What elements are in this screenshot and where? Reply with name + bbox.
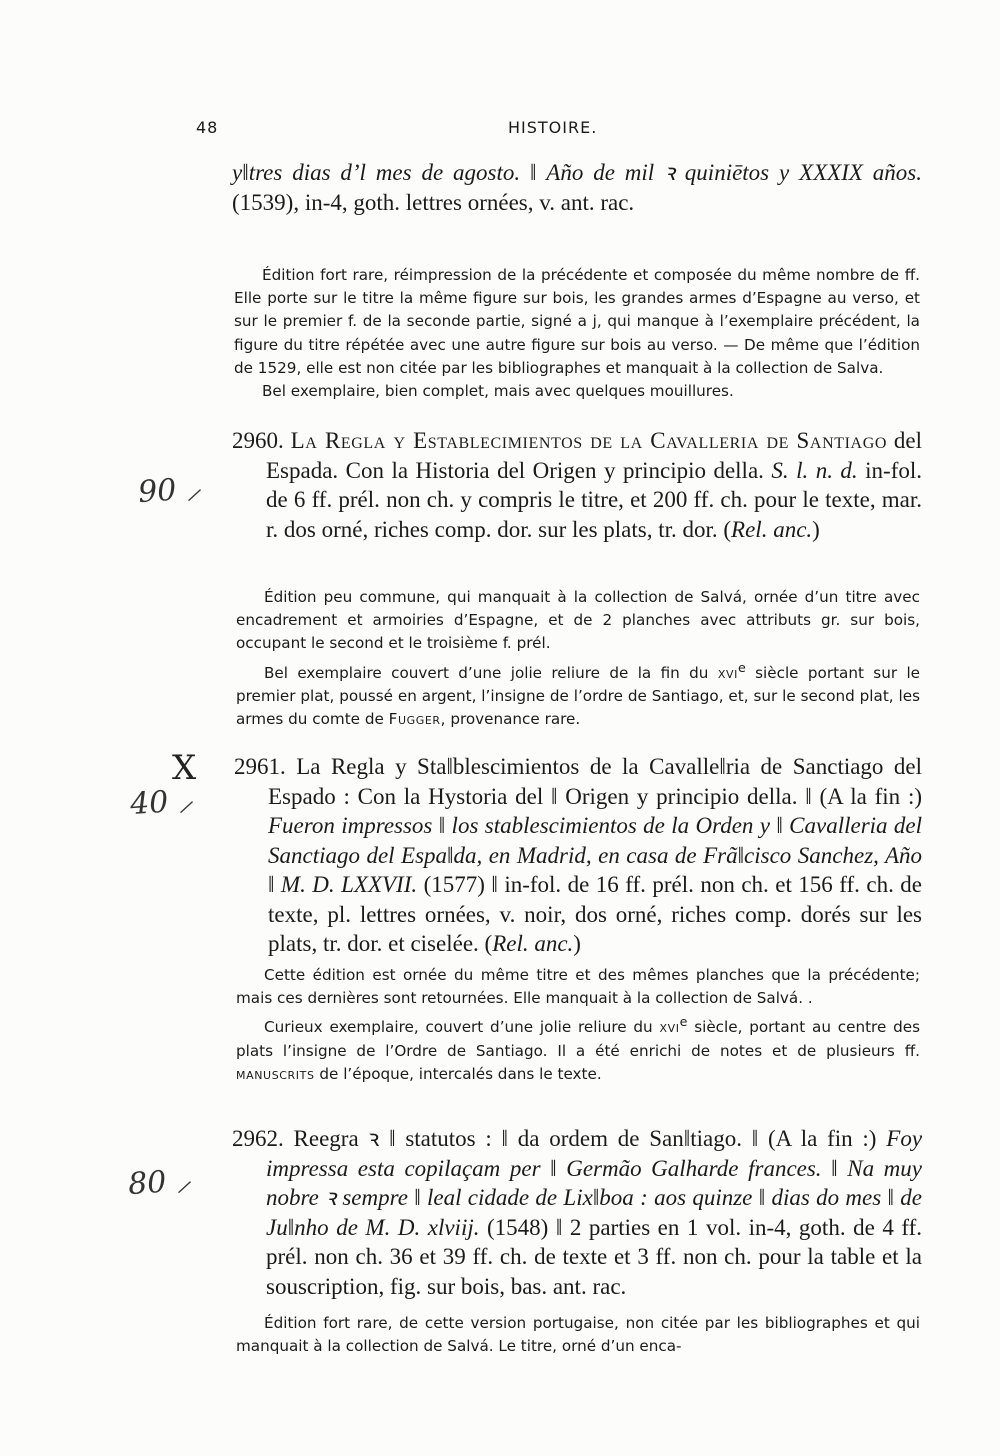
margin-cross-mark: X xyxy=(172,748,197,788)
entry-2962-notes xyxy=(236,1312,920,1358)
entry-2960-note-1: Édition peu commune, qui manquait à la collection de Salvá, ornée d’un titre avec encadrement et armoiries d’Espagne, et de 2 planches avec attributs gr. sur bois, occupant le second et le troisième f. prél. xyxy=(236,588,920,653)
entry-2962 xyxy=(232,1124,922,1301)
continuation-note-1: Édition fort rare, réimpression de la précédente et composée du même nombre de ff. Elle porte sur le titre la même figure sur bois, les grandes armes d’Espagne au verso, et sur le premier f. de la seconde partie, signé a j, qui manque à l’exemplaire précédent, la figure du titre répétée avec une autre figure sur bois au verso. — De même que l’édition de 1529, elle est non citée par les bibliographes et manquait à la collection de Salva. xyxy=(234,266,920,377)
entry-2960-notes xyxy=(236,586,920,731)
continuation-note-2: Bel exemplaire, bien complet, mais avec quelques mouillures. xyxy=(262,382,734,401)
entry-number: 2961. xyxy=(234,754,286,779)
entry-2960-note-2: Bel exemplaire couvert d’une jolie reliure de la fin du xvi$^e$ siècle portant sur le premier plat, poussé en argent, l’insigne de l’ordre de Santiago, et, sur le second plat, les armes du comte de Fugger, provenance rare. xyxy=(236,659,921,729)
entry-2960-title: 2960. La Regla y Establecimientos de la Cavalleria de Santiago del Espada. Con la Historia del Origen y principio della. S. l. n. d. in-fol. de 6 ff. prél. non ch. y compris le titre, et 200 ff. ch. pour le texte, mar. r. dos orné, riches comp. dor. sur les plats, tr. dor. (Rel. anc.) xyxy=(232,428,923,542)
margin-price-2961: 40 ⸝ xyxy=(128,782,195,823)
entry-2961-notes xyxy=(236,964,920,1086)
entry-number: 2960. xyxy=(232,428,284,453)
margin-price-2960: 90 ⸝ xyxy=(136,470,203,511)
entry-2961-note-2: Curieux exemplaire, couvert d’une jolie reliure du xvi$^e$ siècle, portant au centre des plats l’insigne de l’Ordre de Santiago. Il a été enrichi de notes et de plusieurs ff. manuscrits de l’époque, intercalés dans le texte. xyxy=(236,1014,921,1083)
running-title: HISTOIRE. xyxy=(508,118,598,137)
continuation-notes xyxy=(234,264,920,403)
entry-2962-title: 2962. Reegra ꝛ ‖ statutos : ‖ da ordem de San‖tiago. ‖ (A la fin :) Foy impressa esta copilaçam per ‖ Germão Galharde frances. ‖ Na muy nobre ꝛ sempre ‖ leal cidade de Lix‖boa : aos quinze ‖ dias do mes ‖ de Ju‖nho de M. D. xlviij. (1548) ‖ 2 parties en 1 vol. in-4, goth. de 4 ff. prél. non ch. 36 et 39 ff. ch. de texte et 3 ff. non ch. pour la table et la souscription, fig. sur bois, bas. ant. rac. xyxy=(232,1126,923,1299)
continuation-entry xyxy=(232,158,922,217)
page-header xyxy=(196,118,936,142)
page-number: 48 xyxy=(196,118,219,137)
entry-number: 2962. xyxy=(232,1126,284,1151)
entry-2961-note-1: Cette édition est ornée du même titre et des mêmes planches que la précédente; mais ces dernières sont retournées. Elle manquait à la collection de Salvá. . xyxy=(236,966,920,1008)
continuation-title: y‖tres dias d’l mes de agosto. ‖ Año de mil ꝛ quiniētos y XXXIX años. (1539), in-4, goth. lettres ornées, v. ant. rac. xyxy=(232,160,922,215)
entry-2961 xyxy=(234,752,922,959)
entry-2960 xyxy=(232,426,922,544)
entry-2961-title: 2961. La Regla y Sta‖blescimientos de la Cavalle‖ria de Sanctiago del Espado : Con la Hystoria del ‖ Origen y principio della. ‖ (A la fin :) Fueron impressos ‖ los stablescimientos de la Orden y ‖ Cavalleria del Sanctiago del Espa‖da, en Madrid, en casa de Frã‖cisco Sanchez, Año ‖ M. D. LXXVII. (1577) ‖ in-fol. de 16 ff. prél. non ch. et 156 ff. ch. de texte, pl. lettres ornées, v. noir, dos orné, riches comp. dorés sur les plats, tr. dor. et ciselée. (Rel. anc.) xyxy=(234,754,923,956)
entry-2962-note-1: Édition fort rare, de cette version portugaise, non citée par les bibliographes et qui manquait à la collection de Salvá. Le titre, orné d’un enca- xyxy=(236,1314,920,1356)
margin-price-2962: 80 ⸝ xyxy=(126,1162,193,1203)
